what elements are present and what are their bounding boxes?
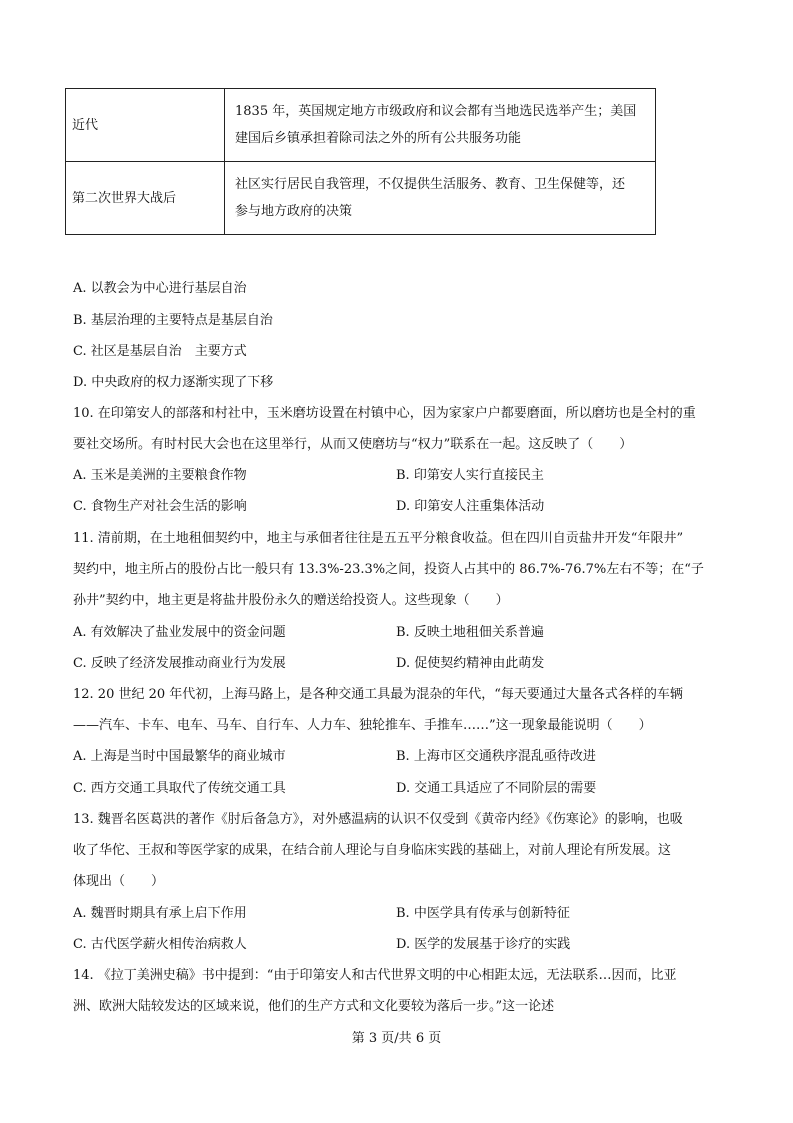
q9-option-c: C. 社区是基层自治 主要方式 xyxy=(73,344,247,359)
q12-stem-line: ——汽车、卡车、电车、马车、自行车、人力车、独轮推车、手推车……”这一现象最能说明（ ） xyxy=(73,718,652,733)
q11-stem-line: 11. 清前期，在土地租佃契约中，地主与承佃者往往是五五平分粮食收益。但在四川自贡盐井开发“年限井” xyxy=(73,531,684,546)
q11-stem-line: 孙井”契约中，地主更是将盐井股份永久的赠送给投资人。这些现象（ ） xyxy=(73,593,509,608)
table-cell-period: 第二次世界大战后 xyxy=(66,162,225,235)
table-row xyxy=(66,162,656,235)
table-cell-content xyxy=(225,162,656,235)
q11-stem-line: 契约中，地主所占的股份占比一般只有 13.3%-23.3%之间，投资人占其中的 86.7%-76.7%左右不等；在“子 xyxy=(73,562,704,577)
q12-option-c: C. 西方交通工具取代了传统交通工具 xyxy=(73,781,286,796)
q14-stem-line: 洲、欧洲大陆较发达的区域来说，他们的生产方式和文化要较为落后一步。”这一论述 xyxy=(73,999,555,1014)
q10-option-c: C. 食物生产对社会生活的影响 xyxy=(73,499,247,514)
q10-option-b: B. 印第安人实行直接民主 xyxy=(396,468,544,483)
q9-option-d: D. 中央政府的权力逐渐实现了下移 xyxy=(73,375,274,390)
comparison-table xyxy=(65,88,656,235)
table-cell-line: 建国后乡镇承担着除司法之外的所有公共服务功能 xyxy=(235,131,522,146)
q13-option-c: C. 古代医学薪火相传治病救人 xyxy=(73,937,247,952)
q10-option-a: A. 玉米是美洲的主要粮食作物 xyxy=(73,468,247,483)
q9-option-b: B. 基层治理的主要特点是基层自治 xyxy=(73,313,273,328)
q11-option-c: C. 反映了经济发展推动商业行为发展 xyxy=(73,656,286,671)
q12-stem-line: 12. 20 世纪 20 年代初，上海马路上，是各种交通工具最为混杂的年代，“每天要通过大量各式各样的车辆 xyxy=(73,687,683,702)
q10-option-d: D. 印第安人注重集体活动 xyxy=(396,499,545,514)
q13-option-d: D. 医学的发展基于诊疗的实践 xyxy=(396,937,571,952)
table-cell-content xyxy=(225,89,656,162)
q13-stem-line: 体现出（ ） xyxy=(73,874,165,889)
q13-stem-line: 13. 魏晋名医葛洪的著作《肘后备急方》，对外感温病的认识不仅受到《黄帝内经》《伤寒论》的影响，也吸 xyxy=(73,812,683,827)
q10-stem-line: 10. 在印第安人的部落和村社中，玉米磨坊设置在村镇中心，因为家家户户都要磨面，所以磨坊也是全村的重 xyxy=(73,406,696,421)
table-cell-line: 社区实行居民自我管理，不仅提供生活服务、教育、卫生保健等，还 xyxy=(235,177,626,192)
q12-option-d: D. 交通工具适应了不同阶层的需要 xyxy=(396,781,597,796)
q11-option-d: D. 促使契约精神由此萌发 xyxy=(396,656,545,671)
table-row xyxy=(66,89,656,162)
page-number: 第 3 页/共 6 页 xyxy=(351,1031,442,1046)
q10-stem-line: 要社交场所。有时村民大会也在这里举行，从而又使磨坊与“权力”联系在一起。这反映了（ ） xyxy=(73,437,633,452)
q11-option-a: A. 有效解决了盐业发展中的资金问题 xyxy=(73,625,286,640)
q13-option-a: A. 魏晋时期具有承上启下作用 xyxy=(73,906,247,921)
q9-option-a: A. 以教会为中心进行基层自治 xyxy=(73,281,247,296)
q12-option-a: A. 上海是当时中国最繁华的商业城市 xyxy=(73,749,286,764)
q12-option-b: B. 上海市区交通秩序混乱亟待改进 xyxy=(396,749,596,764)
q13-option-b: B. 中医学具有传承与创新特征 xyxy=(396,906,570,921)
q14-stem-line: 14. 《拉丁美洲史稿》书中提到：“由于印第安人和古代世界文明的中心相距太远，无法联系…因而，比亚 xyxy=(73,968,677,983)
q13-stem-line: 收了华佗、王叔和等医学家的成果，在结合前人理论与自身临床实践的基础上，对前人理论有所发展。这 xyxy=(73,843,672,858)
table-cell-line: 1835 年，英国规定地方市级政府和议会都有当地选民选举产生；美国 xyxy=(235,104,637,119)
table-cell-period: 近代 xyxy=(66,89,225,162)
q11-option-b: B. 反映土地租佃关系普遍 xyxy=(396,625,544,640)
table-cell-line: 参与地方政府的决策 xyxy=(235,204,353,219)
